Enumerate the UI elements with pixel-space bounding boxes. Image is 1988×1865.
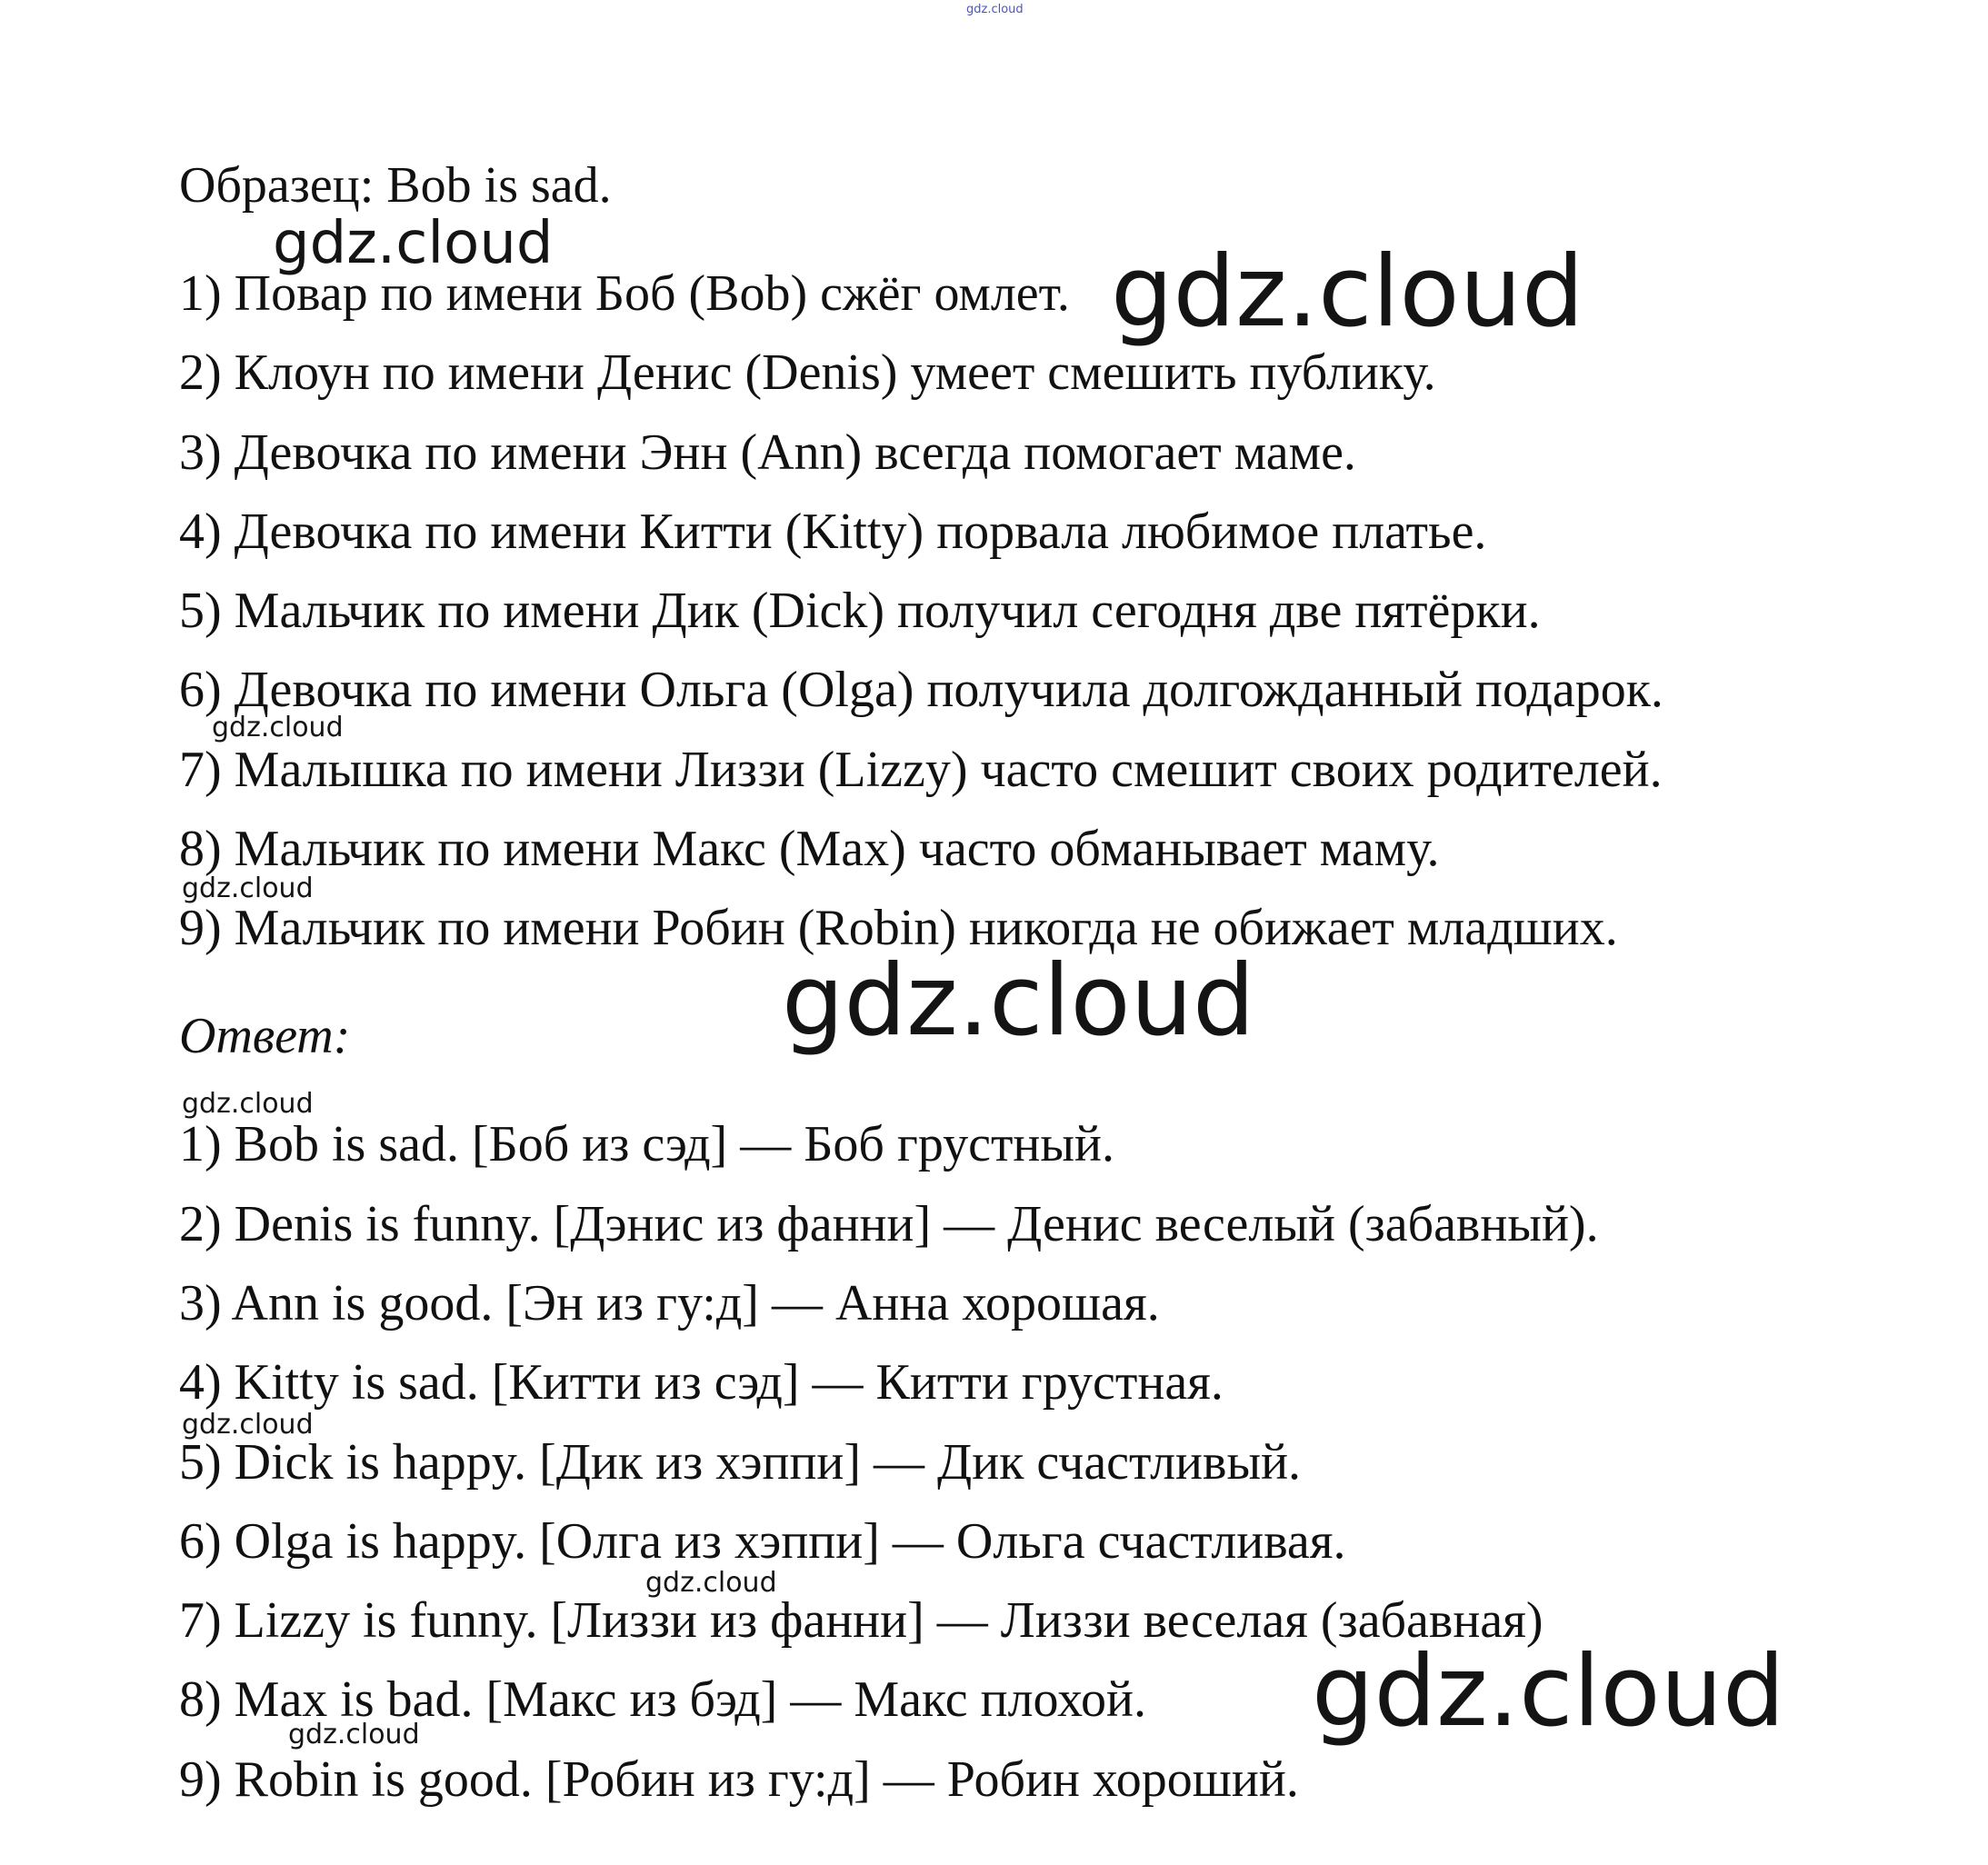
answer-item: 7) Lizzy is funny. [Лиззи из фанни] — Лиззи веселая (забавная) — [179, 1592, 1543, 1649]
watermark: gdz.cloud — [273, 210, 554, 277]
watermark: gdz.cloud — [1312, 1635, 1785, 1749]
answer-item: 1) Bob is sad. [Боб из сэд] — Боб грустный. — [179, 1116, 1114, 1172]
task-item: 4) Девочка по имени Китти (Kitty) порвала любимое платье. — [179, 504, 1487, 560]
watermark: gdz.cloud — [182, 1088, 314, 1120]
answer-label: Ответ: — [179, 1008, 351, 1064]
task-item: 9) Мальчик по имени Робин (Robin) никогда не обижает младших. — [179, 900, 1618, 956]
answer-item: 5) Dick is happy. [Дик из хэппи] — Дик счастливый. — [179, 1434, 1302, 1491]
answer-item: 2) Denis is funny. [Дэнис из фанни] — Денис веселый (забавный). — [179, 1196, 1599, 1252]
task-item: 6) Девочка по имени Ольга (Olga) получила долгожданный подарок. — [179, 662, 1663, 718]
watermark: gdz.cloud — [182, 873, 314, 904]
answer-item: 4) Kitty is sad. [Китти из сэд] — Китти грустная. — [179, 1354, 1224, 1411]
answer-item: 3) Ann is good. [Эн из гу:д] — Анна хорошая. — [179, 1275, 1160, 1331]
watermark: gdz.cloud — [182, 1409, 314, 1441]
answer-item: 8) Max is bad. [Макс из бэд] — Макс плохой. — [179, 1671, 1146, 1728]
task-item: 2) Клоун по имени Денис (Denis) умеет смешить публику. — [179, 344, 1436, 401]
watermark: gdz.cloud — [212, 712, 344, 743]
task-item: 3) Девочка по имени Энн (Ann) всегда помогает маме. — [179, 424, 1356, 481]
answer-item: 9) Robin is good. [Робин из гу:д] — Робин хороший. — [179, 1751, 1299, 1808]
answer-item: 6) Olga is happy. [Олга из хэппи] — Ольга счастливая. — [179, 1513, 1346, 1570]
watermark: gdz.cloud — [1111, 235, 1584, 349]
task-item: 5) Мальчик по имени Дик (Dick) получил сегодня две пятёрки. — [179, 583, 1541, 639]
task-item: 1) Повар по имени Боб (Bob) сжёг омлет. — [179, 265, 1070, 322]
task-item: 8) Мальчик по имени Макс (Max) часто обманывает маму. — [179, 821, 1440, 877]
watermark: gdz.cloud — [782, 944, 1255, 1058]
watermark: gdz.cloud — [645, 1567, 777, 1599]
watermark: gdz.cloud — [288, 1719, 420, 1750]
task-item: 7) Малышка по имени Лиззи (Lizzy) часто смешит своих родителей. — [179, 742, 1663, 798]
sample-line: Образец: Bob is sad. — [179, 157, 612, 214]
watermark-tiny-top: gdz.cloud — [966, 3, 1024, 16]
